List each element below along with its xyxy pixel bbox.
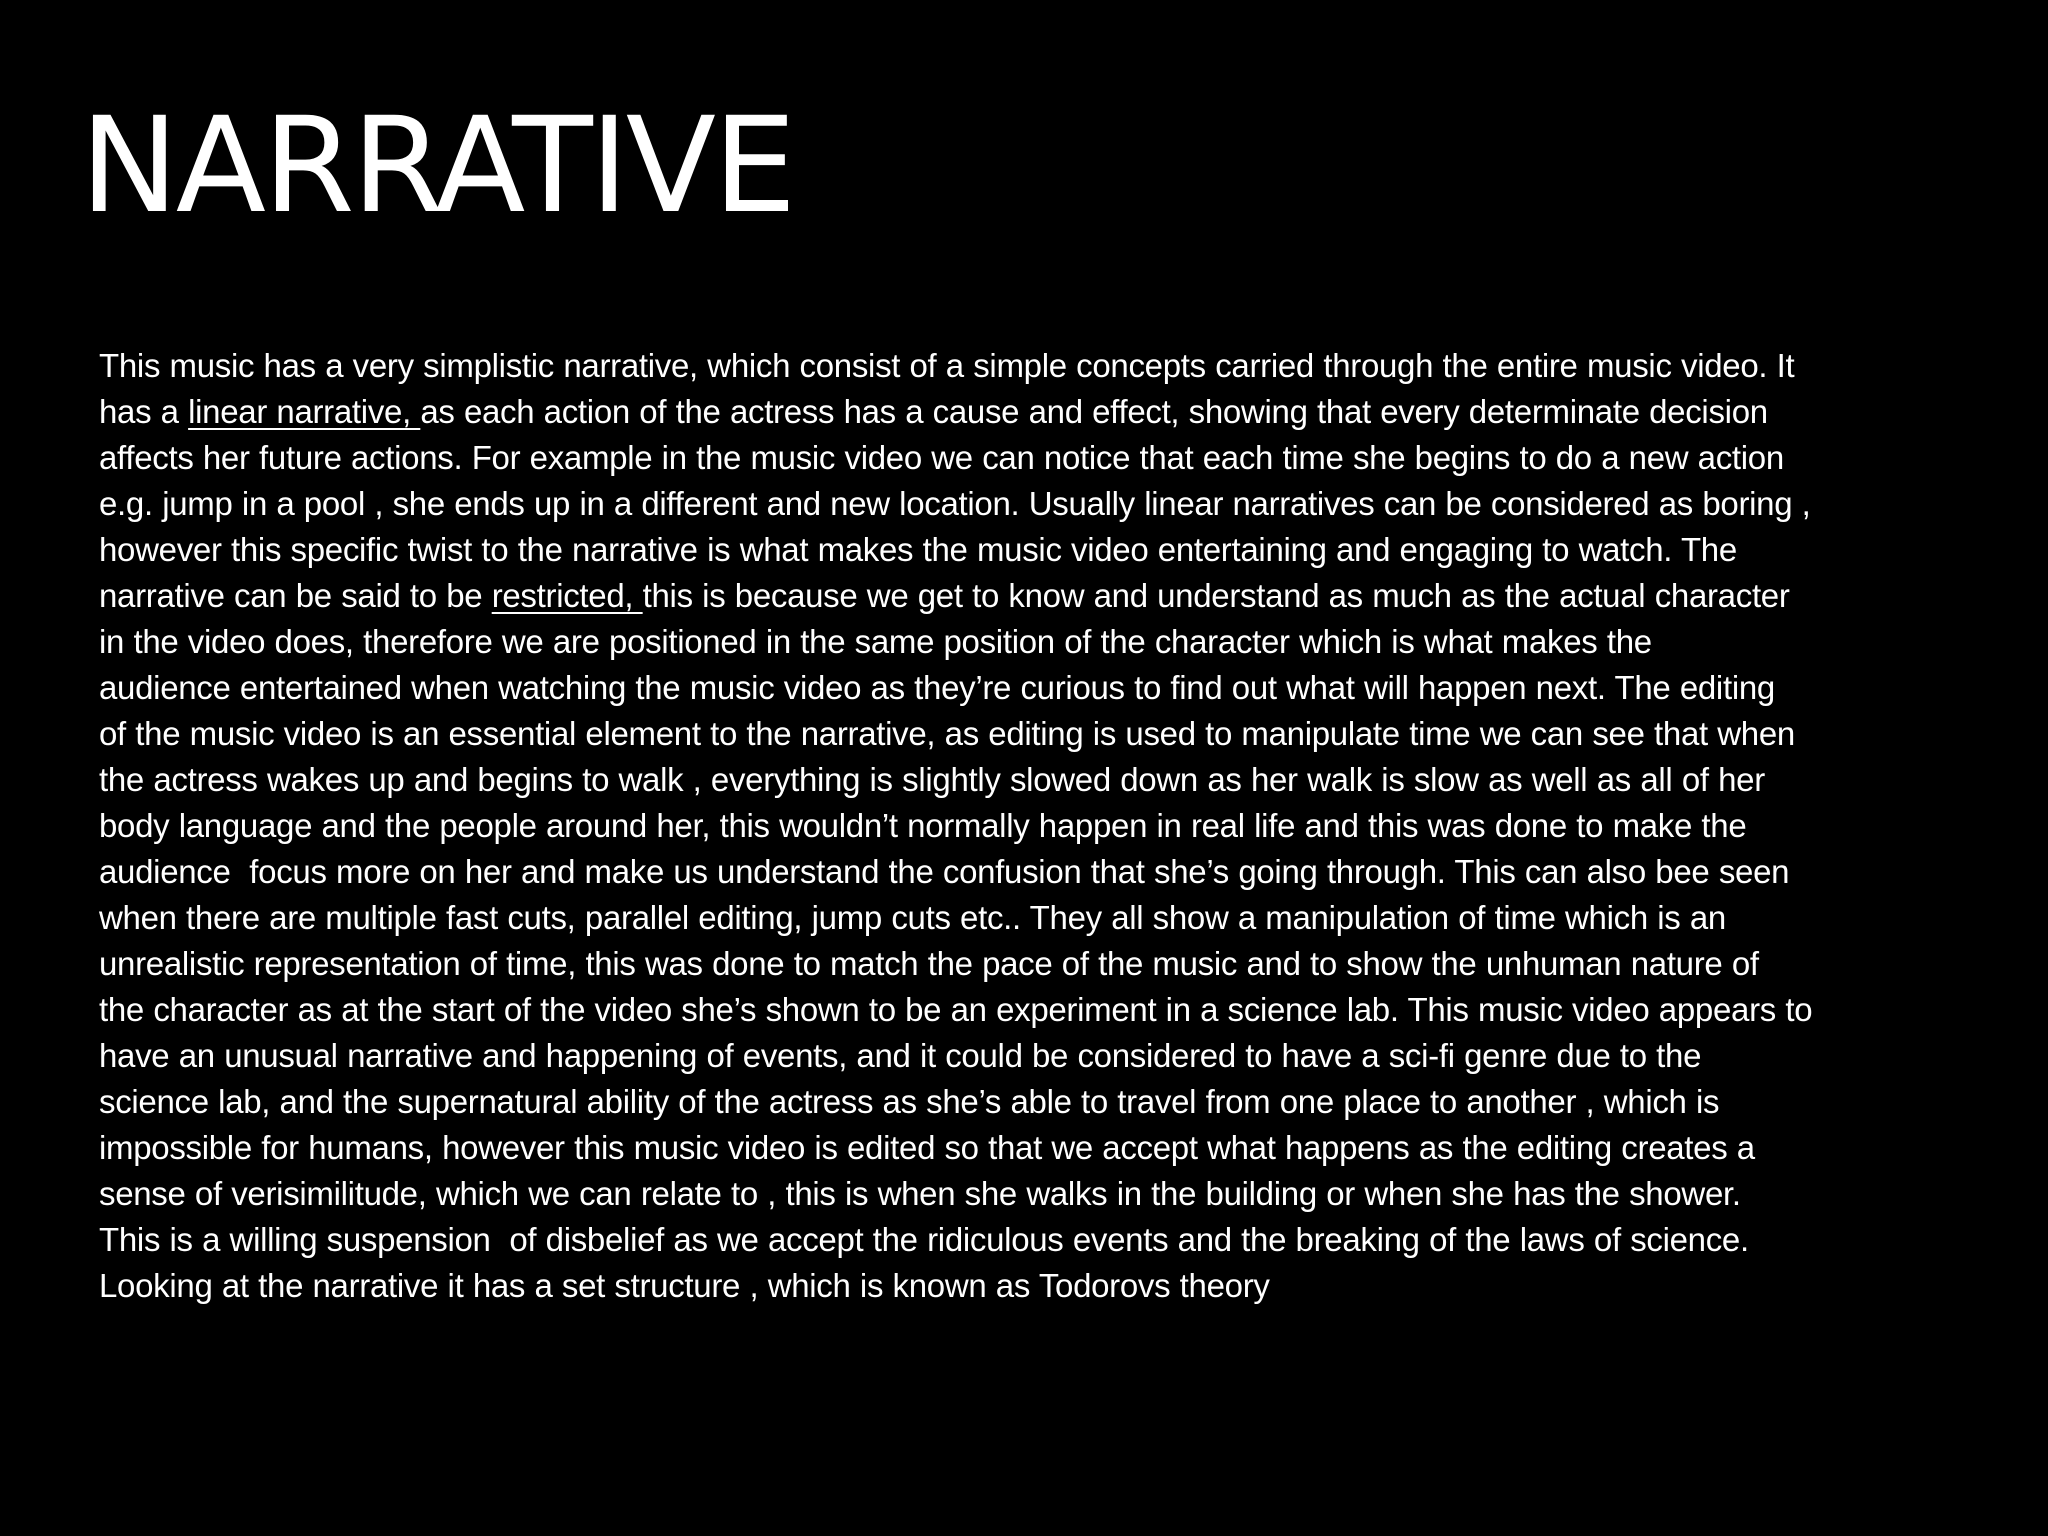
body-line: however this specific twist to the narrative is what makes the music video entertaining and engaging to watch. The xyxy=(99,531,1737,568)
slide-title: NARRATIVE xyxy=(80,89,794,243)
body-line xyxy=(99,389,2048,435)
body-line: science lab, and the supernatural ability of the actress as she’s able to travel from one place to another , which is xyxy=(99,1083,1720,1120)
body-line: the actress wakes up and begins to walk , everything is slightly slowed down as her walk is slow as well as all of her xyxy=(99,761,1765,798)
body-line: audience entertained when watching the music video as they’re curious to find out what will happen next. The editing xyxy=(99,669,1775,706)
body-line: e.g. jump in a pool , she ends up in a different and new location. Usually linear narratives can be considered as boring , xyxy=(99,485,1811,522)
body-line: of the music video is an essential element to the narrative, as editing is used to manipulate time we can see that when xyxy=(99,715,1795,752)
body-line: body language and the people around her, this wouldn’t normally happen in real life and this was done to make the xyxy=(99,807,1747,844)
restricted-underlined: restricted, xyxy=(491,577,643,614)
body-text-fragment: has a xyxy=(99,393,189,430)
body-line: the character as at the start of the video she’s shown to be an experiment in a science lab. This music video appears to xyxy=(99,991,1813,1028)
body-line: sense of verisimilitude, which we can relate to , this is when she walks in the building or when she has the shower. xyxy=(99,1175,1741,1212)
body-line: when there are multiple fast cuts, parallel editing, jump cuts etc.. They all show a manipulation of time which is an xyxy=(99,899,1726,936)
body-line: audience focus more on her and make us understand the confusion that she’s going through. This can also bee seen xyxy=(99,853,1790,890)
body-text-fragment: this is because we get to know and understand as much as the actual character xyxy=(642,577,1790,614)
body-line: in the video does, therefore we are positioned in the same position of the character which is what makes the xyxy=(99,623,1652,660)
body-line: have an unusual narrative and happening of events, and it could be considered to have a sci-fi genre due to the xyxy=(99,1037,1702,1074)
body-line xyxy=(99,573,2048,619)
body-line: unrealistic representation of time, this was done to match the pace of the music and to show the unhuman nature of xyxy=(99,945,1759,982)
body-text-fragment: narrative can be said to be xyxy=(99,577,492,614)
body-line: Looking at the narrative it has a set structure , which is known as Todorovs theory xyxy=(99,1267,1270,1304)
body-line: affects her future actions. For example in the music video we can notice that each time she begins to do a new action xyxy=(99,439,1784,476)
body-line: This music has a very simplistic narrative, which consist of a simple concepts carried through the entire music video. It xyxy=(99,347,1795,384)
body-text-fragment: as each action of the actress has a cause and effect, showing that every determinate decision xyxy=(420,393,1768,430)
linear-narrative-underlined: linear narrative, xyxy=(188,393,421,430)
body-line: This is a willing suspension of disbelief as we accept the ridiculous events and the breaking of the laws of science. xyxy=(99,1221,1749,1258)
body-text xyxy=(99,343,2048,1309)
body-line: impossible for humans, however this music video is edited so that we accept what happens as the editing creates a xyxy=(99,1129,1755,1166)
